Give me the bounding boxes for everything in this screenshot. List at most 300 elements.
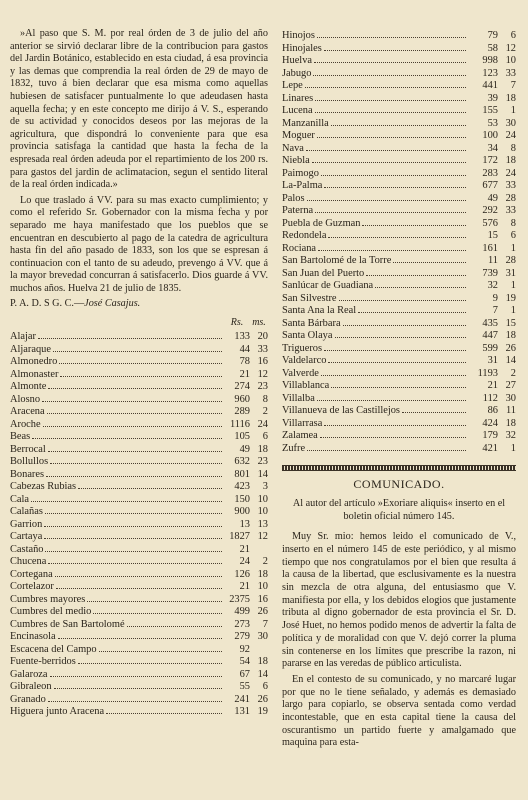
dot-leader [317,137,466,138]
table-row [282,380,516,393]
town-name: Fuente-berridos [10,656,76,668]
town-name: Chucena [10,556,47,568]
amount-reales: 677 [482,180,498,191]
amount-reales: 15 [487,230,498,241]
amount-reales: 274 [234,381,250,393]
dot-leader [402,412,466,413]
table-row [282,230,516,243]
amount-reales: 55 [239,681,250,693]
amount-maravedis: 10 [257,493,268,505]
dot-leader [324,425,466,426]
table-row [282,343,516,356]
amount-maravedis: 6 [510,230,516,241]
town-name: Manzanilla [282,117,329,129]
amount-reales: 79 [487,30,498,41]
dot-leader [317,37,466,38]
table-row [282,143,516,156]
amount-maravedis: 24 [257,418,268,430]
table-row [10,469,268,482]
table-row [282,355,516,368]
town-name: Paimogo [282,167,319,179]
amount-reales: 150 [234,493,250,505]
town-name: Puebla de Guzman [282,217,361,229]
column-header-ms: ms. [252,317,266,329]
amount-reales: 289 [234,406,250,418]
table-row [10,369,268,382]
amount-maravedis: 1 [510,242,516,254]
table-row [10,706,268,719]
table-row [10,544,268,557]
right-debt-table [282,30,516,455]
amount-reales: 78 [239,356,250,368]
amount-maravedis: 10 [257,506,268,518]
amount-maravedis: 2 [262,556,268,568]
amount-maravedis: 12 [505,42,516,54]
amount-reales: 67 [239,668,250,680]
table-row [10,431,268,444]
town-name: Villarrasa [282,417,323,429]
dot-leader [339,300,466,301]
table-row [10,519,268,532]
circular-paragraph-1: »Al paso que S. M. por real órden de 3 de julio del año anterior se sirvió declarar libre de la contribucion para gastos del Jardin Botánico, establecido en esta ciudad, á esa provincia y las demas que comprendia la real órden de 29 de mayo de 1832, tuvo á bien declarar que esa misma como aquellas hubiesen de satisfacer puntualmente lo que adeudasen hasta aquella fecha; y en este concepto me dirijo á V. S., esperando de su actividad y conocidos deseos por las mejoras de la agricultura, que dispondrá lo conveniente para que esa provincia satisfaga la cantidad que hasta la fecha de la espresada real órden adeuda por el repartimiento de los 200 rs. para gastos del jardin de aclimatacion, segun el sentido literal de la real órden indicada.» [10,28,268,191]
amount-reales: 21 [239,368,250,380]
amount-reales: 39 [487,92,498,104]
amount-maravedis: 28 [505,192,516,204]
table-row [10,644,268,657]
signature-line [10,298,268,311]
town-name: Cartaya [10,531,43,543]
town-name: Zalamea [282,430,318,441]
table-row [10,694,268,707]
amount-reales: 126 [234,568,250,580]
amount-reales: 123 [482,67,498,79]
amount-reales: 435 [482,317,498,329]
dot-leader [59,363,222,364]
town-name: Berrocal [10,443,46,455]
town-name: Almonte [10,381,47,393]
amount-maravedis: 2 [262,406,268,418]
dot-leader [315,212,466,213]
amount-reales: 92 [239,643,250,655]
dot-leader [393,262,466,263]
circular-paragraph-2: Lo que traslado á VV. para su mas exacto cumplimiento; y como el referido Sr. Gobernador con la misma fecha y por separado me haya manifestado que los pueblos que se encuentran en descubierto al pago de la catedra de agricultura hasta fin del año pasado de 1833, son los que se espresan á continuacion con el tanto de su adeudo, prevengo á VV. que á la mayor brevedad concurran á satisfacerlo. Dios guarde á VV. muchos años. Huelva 21 de julio de 1835. [10,194,268,294]
amount-reales: 34 [487,142,498,154]
dot-leader [321,175,466,176]
amount-maravedis: 18 [505,155,516,166]
amount-reales: 279 [234,631,250,643]
town-name: Lucena [282,105,313,116]
dot-leader [38,338,222,339]
amount-reales: 599 [482,342,498,354]
amount-reales: 21 [239,581,250,593]
dot-leader [56,588,222,589]
amount-reales: 2375 [229,593,250,605]
dot-leader [31,501,222,502]
amount-reales: 273 [234,618,250,630]
table-row [282,268,516,281]
town-name: Cortegana [10,568,53,580]
amount-reales: 53 [487,117,498,129]
dot-leader [42,401,222,402]
amount-reales: 1827 [229,531,250,543]
amount-maravedis: 24 [505,130,516,141]
town-name: Cumbres de San Bartolomé [10,618,125,630]
amount-reales: 421 [482,442,498,454]
amount-maravedis: 6 [510,30,516,41]
amount-maravedis: 12 [257,531,268,543]
table-row [10,606,268,619]
town-name: Cortelazor [10,581,54,593]
amount-maravedis: 33 [505,205,516,216]
town-name: Galaroza [10,668,48,680]
table-row [10,569,268,582]
table-row [282,368,516,381]
town-name: Encinasola [10,631,56,643]
amount-reales: 58 [487,42,498,54]
dot-leader [45,551,222,552]
table-header [10,317,268,331]
town-name: San Juan del Puerto [282,267,365,279]
dot-leader [331,125,466,126]
amount-maravedis: 23 [257,456,268,468]
amount-reales: 998 [482,55,498,66]
amount-maravedis: 19 [257,706,268,718]
town-name: Sanlúcar de Guadiana [282,280,374,291]
dot-leader [318,250,466,251]
amount-reales: 9 [492,292,498,304]
amount-maravedis: 26 [257,606,268,618]
dot-leader [315,100,466,101]
dot-leader [306,150,466,151]
table-row [10,494,268,507]
town-name: Santa Ana la Real [282,305,357,316]
amount-reales: 179 [482,430,498,441]
dot-leader [362,225,466,226]
dot-leader [305,87,466,88]
town-name: Rociana [282,242,317,254]
dot-leader [315,112,466,113]
dot-leader [58,638,222,639]
dot-leader [312,162,466,163]
table-row [10,506,268,519]
town-name: Villanueva de las Castillejos [282,405,400,416]
dot-leader [127,626,222,627]
dot-leader [328,237,466,238]
table-row [282,130,516,143]
amount-maravedis: 18 [257,443,268,455]
dot-leader [358,312,466,313]
town-name: Bonares [10,468,45,480]
amount-reales: 13 [239,518,250,530]
amount-reales: 423 [234,481,250,493]
amount-maravedis: 14 [257,468,268,480]
left-debt-table [10,331,268,719]
right-column [282,30,516,753]
dot-leader [47,413,222,414]
town-name: Calañas [10,506,43,518]
amount-maravedis: 8 [510,217,516,229]
town-name: Beas [10,431,31,443]
dot-leader [48,451,222,452]
amount-reales: 241 [234,693,250,705]
town-name: Linares [282,92,314,104]
amount-maravedis: 26 [505,342,516,354]
amount-maravedis: 23 [257,381,268,393]
amount-maravedis: 18 [505,92,516,104]
table-row [10,481,268,494]
table-row [10,656,268,669]
table-row [10,669,268,682]
town-name: Huelva [282,55,313,66]
table-row [10,594,268,607]
table-row [282,68,516,81]
amount-maravedis: 18 [505,417,516,429]
table-row [282,193,516,206]
amount-reales: 49 [487,192,498,204]
table-row [10,356,268,369]
dot-leader [53,351,222,352]
amount-maravedis: 2 [510,367,516,379]
amount-reales: 447 [482,330,498,341]
town-name: Trigueros [282,342,323,354]
dot-leader [44,538,222,539]
amount-reales: 960 [234,393,250,405]
table-row [282,443,516,456]
dot-leader [55,576,222,577]
town-name: Aljaraque [10,343,51,355]
dot-leader [46,476,222,477]
section-divider [282,465,516,471]
amount-maravedis: 8 [510,142,516,154]
dot-leader [366,275,466,276]
dot-leader [99,651,222,652]
amount-maravedis: 6 [262,431,268,443]
dot-leader [331,387,466,388]
amount-maravedis: 7 [262,618,268,630]
amount-maravedis: 8 [262,393,268,405]
amount-maravedis: 18 [257,656,268,668]
dot-leader [321,375,466,376]
dot-leader [324,187,466,188]
amount-reales: 105 [234,431,250,443]
table-row [282,318,516,331]
town-name: Niebla [282,155,310,166]
amount-reales: 292 [482,205,498,216]
signature-prefix: P. A. D. S G. C.— [10,298,85,310]
amount-reales: 155 [482,105,498,116]
dot-leader [307,200,466,201]
amount-maravedis: 27 [505,380,516,391]
table-row [282,330,516,343]
amount-maravedis: 15 [505,317,516,329]
amount-maravedis: 33 [505,180,516,191]
table-row [10,531,268,544]
town-name: Santa Bárbara [282,317,341,329]
table-row [10,444,268,457]
table-row [10,419,268,432]
table-row [282,55,516,68]
amount-reales: 54 [239,656,250,668]
letter-paragraph-2: En el contesto de su comunicado, y no marcaré lugar por que no le tiene señalado, y además es demasiado largo para copiarlo, se observa sentada como verdad incontestable, que en esta capital tiene la causa del oscurantismo un partido fuerte y amalgamado que maquina para esta- [282,673,516,749]
dot-leader [54,688,222,689]
amount-reales: 112 [482,392,498,404]
town-name: San Silvestre [282,292,337,304]
amount-maravedis: 13 [257,518,268,530]
amount-maravedis: 28 [505,255,516,266]
amount-reales: 21 [239,543,250,555]
town-name: Lepe [282,80,303,91]
dot-leader [307,450,466,451]
table-row [282,180,516,193]
town-name: Alosno [10,393,41,405]
amount-maravedis: 16 [257,356,268,368]
amount-maravedis: 32 [505,430,516,441]
table-row [282,30,516,43]
dot-leader [106,713,222,714]
amount-maravedis: 30 [505,392,516,404]
table-row [282,168,516,181]
amount-maravedis: 10 [257,581,268,593]
town-name: Jabugo [282,67,312,79]
amount-maravedis: 10 [505,55,516,66]
amount-maravedis: 7 [510,80,516,91]
town-name: Bollullos [10,456,49,468]
amount-maravedis: 3 [262,481,268,493]
left-column [10,28,268,719]
table-row [10,681,268,694]
amount-maravedis: 20 [257,331,268,343]
amount-reales: 31 [487,355,498,366]
dot-leader [78,488,222,489]
amount-reales: 32 [487,280,498,291]
dot-leader [343,325,466,326]
town-name: Cabezas Rubias [10,481,77,493]
town-name: Aroche [10,418,41,430]
section-heading: COMUNICADO. [353,477,445,491]
town-name: Valdelarco [282,355,327,366]
table-row [10,619,268,632]
article-headline: Al autor del artículo »Exoriare aliquis« inserto en el boletin oficial número 145. [292,498,506,522]
amount-reales: 44 [239,343,250,355]
letter-paragraph-1: Muy Sr. mio: hemos leido el comunicado de V., inserto en el número 145 de este periódico, y al mismo tiempo que nos congratulamos por el bien que resulta á la causa de la libertad, que esclusivamente es la nuestra sin mezcla de otra alguna, del entusiasmo que V. manifiesta por ella, y los debidos elogios que justamente tributa al digno gobernador de esta provincia el Sr. D. José Huet, no hemos podido menos de advertir la falta de política y de moralidad con que V. dejó correr la pluma sin contenerse en los límites que prescribe la razon, ni pararse en las veredas de público articulista. [282,531,516,670]
table-row [282,305,516,318]
town-name: Hinojos [282,30,315,41]
amount-reales: 900 [234,506,250,518]
dot-leader [44,526,222,527]
table-row [282,430,516,443]
amount-reales: 49 [239,443,250,455]
amount-maravedis: 1 [510,280,516,291]
table-row [282,43,516,56]
amount-reales: 283 [482,167,498,179]
dot-leader [48,563,222,564]
dot-leader [317,400,466,401]
town-name: Palos [282,192,305,204]
amount-reales: 86 [487,405,498,416]
town-name: Villalba [282,392,315,404]
amount-maravedis: 19 [505,292,516,304]
amount-maravedis: 6 [262,681,268,693]
amount-maravedis: 1 [510,442,516,454]
table-row [10,381,268,394]
town-name: Zufre [282,442,306,454]
amount-reales: 1116 [229,418,250,430]
amount-reales: 161 [482,242,498,254]
amount-reales: 424 [482,417,498,429]
table-row [282,218,516,231]
amount-reales: 801 [234,468,250,480]
dot-leader [48,701,222,702]
amount-maravedis: 30 [505,117,516,129]
town-name: Valverde [282,367,319,379]
table-row [282,255,516,268]
table-row [10,556,268,569]
table-row [10,456,268,469]
town-name: Hinojales [282,42,322,54]
amount-maravedis: 16 [257,593,268,605]
town-name: Moguer [282,130,315,141]
dot-leader [50,463,222,464]
town-name: Aracena [10,406,45,418]
town-name: Alajar [10,331,36,343]
table-row [282,118,516,131]
table-row [282,205,516,218]
signature-name: José Casajus. [84,298,141,310]
amount-reales: 441 [482,80,498,91]
amount-reales: 576 [482,217,498,229]
table-row [10,631,268,644]
table-row [282,243,516,256]
table-row [10,331,268,344]
column-header-rs: Rs. [230,317,244,329]
amount-reales: 172 [482,155,498,166]
amount-maravedis: 18 [257,568,268,580]
table-row [282,80,516,93]
town-name: La-Palma [282,180,323,191]
town-name: Escacena del Campo [10,643,97,655]
table-row [282,293,516,306]
table-row [282,155,516,168]
town-name: Cumbres del medio [10,606,92,618]
town-name: Nava [282,142,304,154]
amount-maravedis: 14 [257,668,268,680]
town-name: Garrion [10,518,43,530]
amount-maravedis: 30 [257,631,268,643]
table-row [282,105,516,118]
town-name: Almonaster [10,368,59,380]
dot-leader [43,426,222,427]
dot-leader [335,337,467,338]
dot-leader [45,513,222,514]
dot-leader [328,362,466,363]
dot-leader [313,75,466,76]
table-row [10,406,268,419]
amount-reales: 24 [239,556,250,568]
amount-reales: 7 [492,305,498,316]
amount-maravedis: 31 [505,267,516,279]
table-row [282,280,516,293]
town-name: Gibraleon [10,681,52,693]
dot-leader [324,50,466,51]
town-name: Santa Olaya [282,330,333,341]
amount-maravedis: 24 [505,167,516,179]
amount-reales: 739 [482,267,498,279]
dot-leader [320,437,466,438]
table-row [282,393,516,406]
amount-maravedis: 1 [510,305,516,316]
dot-leader [60,376,222,377]
amount-reales: 632 [234,456,250,468]
